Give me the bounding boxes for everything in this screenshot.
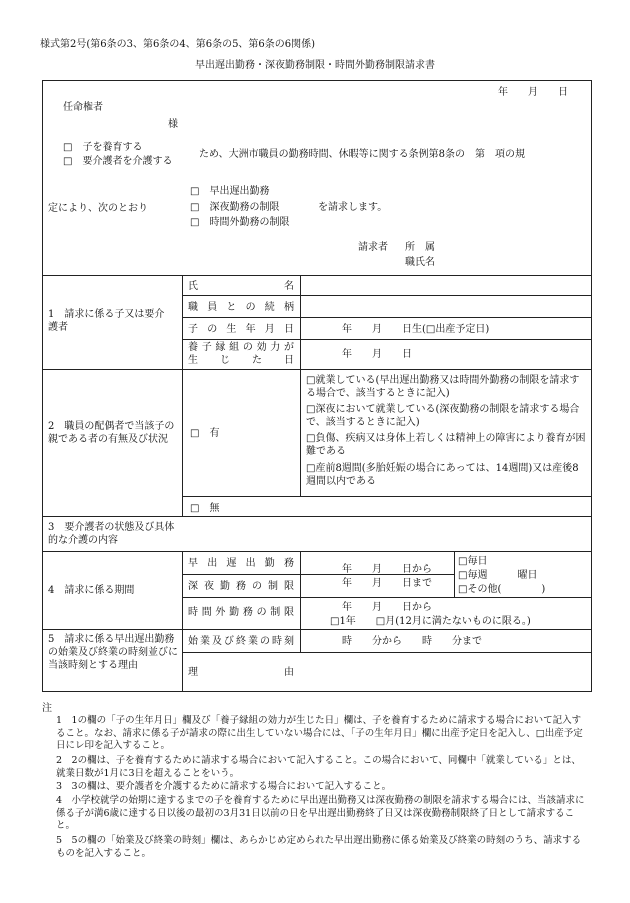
sec4-from: 年 月 日から bbox=[342, 564, 432, 575]
honorific: 様 bbox=[168, 119, 178, 130]
sec5-times-label: 始業及び終業の時刻 bbox=[188, 636, 294, 647]
note-4: 4 小学校就学の始期に達するまでの子を養育するために早出遅出勤務又は深夜勤務の制限を請求する場合には、当該請求に係る子が満6歳に達する日以後の最初の3月31日以前の日を早出遅出勤務終了日又は深夜勤務制限終了日として請求すること。 bbox=[56, 795, 585, 831]
sec1-adoption-label-b: 生 じ た 日 bbox=[188, 355, 294, 366]
request-suffix: を請求します。 bbox=[318, 202, 388, 213]
sec1-adoption-value: 年 月 日 bbox=[342, 349, 412, 360]
sec4-label: 4 請求に係る期間 bbox=[48, 585, 135, 596]
sec4-weekly: □毎週 曜日 bbox=[458, 570, 538, 581]
option-care: □ 要介護者を介護する bbox=[63, 156, 173, 167]
sec1-label: 1 請求に係る子又は要介護者 bbox=[48, 309, 165, 333]
sec4-other: □その他( ) bbox=[458, 584, 546, 595]
sec1-adoption-label-a: 養子縁組の効力が bbox=[188, 342, 294, 353]
sec2-condition-employed: □就業している(早出遅出勤務又は時間外勤務の制限を請求する場合で、該当するときに記入) bbox=[306, 375, 580, 399]
sec1-birthdate-label: 子の生年月日 bbox=[188, 324, 294, 335]
sec5-label: 5 請求に係る早出遅出勤務の始業及び終業の時刻並びに当該時刻とする理由 bbox=[48, 634, 178, 671]
sec1-birthdate-value: 年 月 日生(□出産予定日) bbox=[342, 324, 490, 335]
sec4-overtime-label: 時間外勤務の制限 bbox=[188, 607, 294, 618]
sec4-daily: □毎日 bbox=[458, 556, 488, 567]
date-field: 年 月 日 bbox=[498, 87, 568, 98]
sec2-condition-disability: □負傷、疾病又は身体上若しくは精神上の障害により養育が困難である bbox=[306, 433, 586, 457]
sec4-to: 年 月 日まで bbox=[342, 578, 432, 589]
sec1-name-label: 氏 名 bbox=[188, 281, 294, 292]
sec2-label: 2 職員の配偶者で当該子の親である者の有無及び状況 bbox=[48, 421, 175, 445]
continuation-text: 定により、次のとおり bbox=[48, 203, 148, 214]
dept-label: 所 属 bbox=[405, 242, 435, 253]
sec4-overtime-period: □1年 □月(12月に満たないものに限る。) bbox=[330, 616, 531, 627]
sec5-reason-label: 理 由 bbox=[188, 667, 294, 678]
reason-text: ため、大洲市職員の勤務時間、休暇等に関する条例第8条の 第 項の規 bbox=[199, 149, 525, 160]
appointer-label: 任命権者 bbox=[63, 102, 103, 113]
name-label: 職氏名 bbox=[405, 257, 435, 268]
request-night-limit: □ 深夜勤務の制限 bbox=[190, 202, 280, 213]
note-3: 3 3の欄は、要介護者を介護するために請求する場合において記入すること。 bbox=[56, 781, 392, 792]
sec1-relation-label: 職員との続柄 bbox=[188, 302, 294, 313]
option-child: □ 子を養育する bbox=[63, 142, 143, 153]
sec5-times-value: 時 分から 時 分まで bbox=[342, 636, 482, 647]
sec4-night-label: 深夜勤務の制限 bbox=[188, 581, 294, 592]
sec2-yes: □ 有 bbox=[190, 428, 220, 439]
request-overtime-limit: □ 時間外勤務の制限 bbox=[190, 217, 290, 228]
form-number: 様式第2号(第6条の3、第6条の4、第6条の5、第6条の6関係) bbox=[40, 39, 316, 50]
note-2: 2 2の欄は、子を養育するために請求する場合において記入すること。この場合において、同欄中「就業している」とは、就業日数が1月に3日を超えることをいう。 bbox=[56, 755, 581, 779]
note-5: 5 5の欄の「始業及び終業の時刻」欄は、あらかじめ定められた早出遅出勤務に係る始業及び終業の時刻のうち、請求するものを記入すること。 bbox=[56, 835, 582, 859]
note-1: 1 1の欄の「子の生年月日」欄及び「養子縁組の効力が生じた日」欄は、子を養育するために請求する場合において記入すること。なお、請求に係る子が請求の際に出生していない場合には、「子の生年月日」欄に出産予定日を記入し、□出産予定日にレ印を記入すること。 bbox=[56, 715, 583, 751]
sec2-condition-maternity: □産前8週間(多胎妊娠の場合にあっては、14週間)又は産後8週間以内である bbox=[306, 463, 579, 487]
sec4-early-late-label: 早出遅出勤務 bbox=[188, 558, 294, 569]
request-early-late: □ 早出遅出勤務 bbox=[190, 186, 270, 197]
sec4-overtime-from: 年 月 日から bbox=[342, 602, 432, 613]
notes-head: 注 bbox=[42, 703, 52, 714]
sec3-label: 3 要介護者の状態及び具体的な介護の内容 bbox=[48, 522, 175, 546]
form-title: 早出遅出勤務・深夜勤務制限・時間外勤務制限請求書 bbox=[195, 60, 435, 71]
sec2-condition-night: □深夜において就業している(深夜勤務の制限を請求する場合で、該当するときに記入) bbox=[306, 404, 580, 428]
sec2-no: □ 無 bbox=[190, 503, 220, 514]
requester-label: 請求者 bbox=[358, 242, 388, 253]
